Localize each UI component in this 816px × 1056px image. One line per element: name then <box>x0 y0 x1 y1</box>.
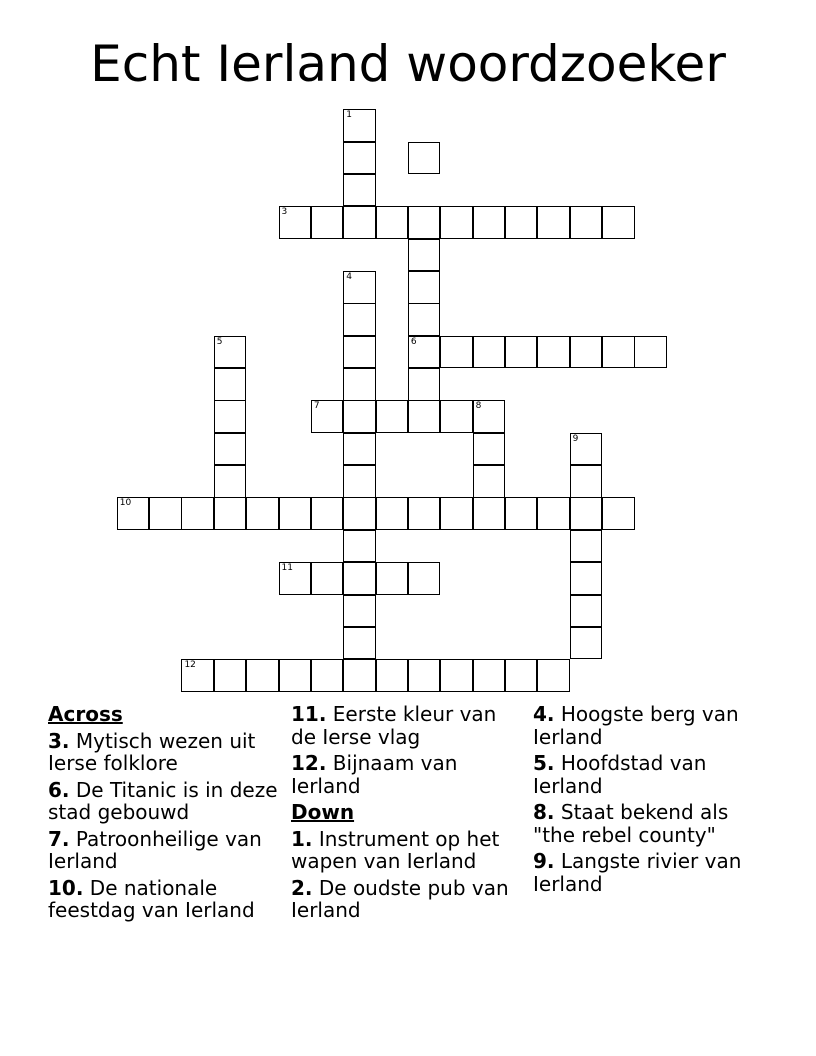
grid-cell <box>408 368 441 401</box>
grid-cell <box>376 400 409 433</box>
grid-cell <box>505 497 538 530</box>
grid-cell <box>343 497 376 530</box>
grid-cell <box>473 659 506 692</box>
grid-cell <box>343 271 376 304</box>
grid-cell <box>570 433 603 466</box>
clue-column-3 <box>533 703 765 899</box>
grid-cell <box>440 206 473 239</box>
grid-cell <box>376 562 409 595</box>
grid-cell <box>570 530 603 563</box>
cell-number: 8 <box>475 401 482 412</box>
grid-cell <box>570 465 603 498</box>
grid-cell <box>602 206 635 239</box>
grid-cell <box>181 659 214 692</box>
page-title: Echt Ierland woordzoeker <box>90 35 726 93</box>
clue-text: De Titanic is in deze stad gebouwd <box>48 777 278 824</box>
grid-cell <box>343 627 376 660</box>
grid-cell <box>408 562 441 595</box>
grid-cell <box>408 336 441 369</box>
grid-cell <box>408 303 441 336</box>
clue-down-8 <box>533 801 765 846</box>
grid-cell <box>376 497 409 530</box>
grid-cell <box>408 497 441 530</box>
grid-cell <box>408 206 441 239</box>
grid-cell <box>181 497 214 530</box>
cell-number: 1 <box>346 110 352 121</box>
clue-text: De nationale feestdag van Ierland <box>48 875 255 922</box>
grid-cell <box>214 497 247 530</box>
clue-number: 1. <box>291 826 313 851</box>
grid-cell <box>343 659 376 692</box>
grid-cell <box>570 562 603 595</box>
grid-cell <box>311 206 344 239</box>
grid-cell <box>570 336 603 369</box>
grid-cell <box>343 595 376 628</box>
grid-cell <box>343 206 376 239</box>
grid-cell <box>214 336 247 369</box>
grid-cell <box>311 400 344 433</box>
clue-across-12 <box>291 752 523 797</box>
grid-cell <box>570 627 603 660</box>
clue-text: Hoogste berg van Ierland <box>533 702 739 749</box>
clue-number: 10. <box>48 875 84 900</box>
grid-cell <box>440 400 473 433</box>
clue-down-1 <box>291 828 523 873</box>
cell-number: 7 <box>313 401 320 412</box>
clue-text: Bijnaam van Ierland <box>291 751 458 798</box>
clue-across-7 <box>48 828 280 873</box>
grid-cell <box>279 497 312 530</box>
clue-text: De oudste pub van Ierland <box>291 875 509 922</box>
clue-number: 7. <box>48 826 70 851</box>
down-heading: Down <box>291 800 355 824</box>
clue-down-4 <box>533 703 765 748</box>
grid-cell <box>311 497 344 530</box>
clue-number: 11. <box>291 702 327 726</box>
grid-cell <box>537 659 570 692</box>
clue-text: Mytisch wezen uit Ierse folklore <box>48 728 256 775</box>
clue-text: Patroonheilige van Ierland <box>48 826 262 873</box>
clue-text: Eerste kleur van de Ierse vlag <box>291 702 497 749</box>
grid-cell <box>505 336 538 369</box>
grid-cell <box>537 497 570 530</box>
grid-cell <box>408 659 441 692</box>
grid-cell <box>408 400 441 433</box>
grid-cell <box>214 465 247 498</box>
cell-number: 4 <box>346 272 352 282</box>
grid-cell <box>343 368 376 401</box>
grid-cell <box>246 659 279 692</box>
clue-down-2 <box>291 877 523 922</box>
grid-cell <box>602 497 635 530</box>
clue-across-10 <box>48 877 280 922</box>
cell-number: 11 <box>281 563 293 574</box>
grid-cell <box>343 465 376 498</box>
cell-number: 12 <box>184 660 196 671</box>
clue-number: 3. <box>48 728 70 753</box>
cell-number: 6 <box>410 336 417 347</box>
grid-cell <box>473 433 506 466</box>
clue-column-2 <box>291 703 523 926</box>
grid-cell <box>343 562 376 595</box>
clue-number: 8. <box>533 800 555 824</box>
grid-cell <box>311 562 344 595</box>
grid-cell <box>440 659 473 692</box>
grid-cell <box>343 142 376 175</box>
grid-cell <box>473 400 506 433</box>
grid-cell <box>214 400 247 433</box>
grid-cell <box>343 530 376 563</box>
grid-cell <box>408 142 441 175</box>
cell-number: 5 <box>216 336 223 347</box>
grid-cell <box>537 336 570 369</box>
grid-cell <box>408 271 441 304</box>
clue-text: Langste rivier van Ierland <box>533 849 742 896</box>
clue-across-6 <box>48 779 280 824</box>
cell-number: 3 <box>281 207 288 218</box>
clue-across-11 <box>291 703 523 748</box>
grid-cell <box>473 336 506 369</box>
grid-cell <box>117 497 150 530</box>
grid-cell <box>537 206 570 239</box>
clue-text: Instrument op het wapen van Ierland <box>291 826 500 873</box>
cell-number: 9 <box>572 433 579 444</box>
grid-cell <box>570 206 603 239</box>
clue-number: 12. <box>291 751 327 775</box>
across-heading: Across <box>48 702 123 726</box>
grid-cell <box>602 336 635 369</box>
grid-cell <box>343 109 376 142</box>
grid-cell <box>473 497 506 530</box>
grid-cell <box>570 497 603 530</box>
clue-column-1 <box>48 703 280 926</box>
clue-number: 6. <box>48 777 70 802</box>
clue-text: Hoofdstad van Ierland <box>533 751 707 798</box>
grid-cell <box>279 562 312 595</box>
clue-number: 9. <box>533 849 555 873</box>
clue-number: 2. <box>291 875 313 900</box>
grid-cell <box>214 368 247 401</box>
grid-cell <box>343 174 376 207</box>
grid-cell <box>343 303 376 336</box>
grid-cell <box>408 239 441 272</box>
grid-cell <box>505 659 538 692</box>
cell-number: 10 <box>119 498 132 509</box>
grid-cell <box>279 659 312 692</box>
grid-cell <box>440 336 473 369</box>
grid-cell <box>376 659 409 692</box>
grid-cell <box>311 659 344 692</box>
clue-text: Staat bekend als "the rebel county" <box>533 800 729 847</box>
grid-cell <box>473 206 506 239</box>
clue-number: 4. <box>533 702 555 726</box>
grid-cell <box>279 206 312 239</box>
clue-down-5 <box>533 752 765 797</box>
grid-cell <box>505 206 538 239</box>
grid-cell <box>214 659 247 692</box>
grid-cell <box>149 497 182 530</box>
grid-cell <box>473 465 506 498</box>
clue-across-3 <box>48 730 280 775</box>
grid-cell <box>343 433 376 466</box>
clue-down-9 <box>533 850 765 895</box>
grid-cell <box>634 336 667 369</box>
grid-cell <box>343 400 376 433</box>
grid-cell <box>214 433 247 466</box>
grid-cell <box>376 206 409 239</box>
grid-cell <box>440 497 473 530</box>
clue-number: 5. <box>533 751 555 775</box>
grid-cell <box>343 336 376 369</box>
grid-cell <box>246 497 279 530</box>
grid-cell <box>570 595 603 628</box>
